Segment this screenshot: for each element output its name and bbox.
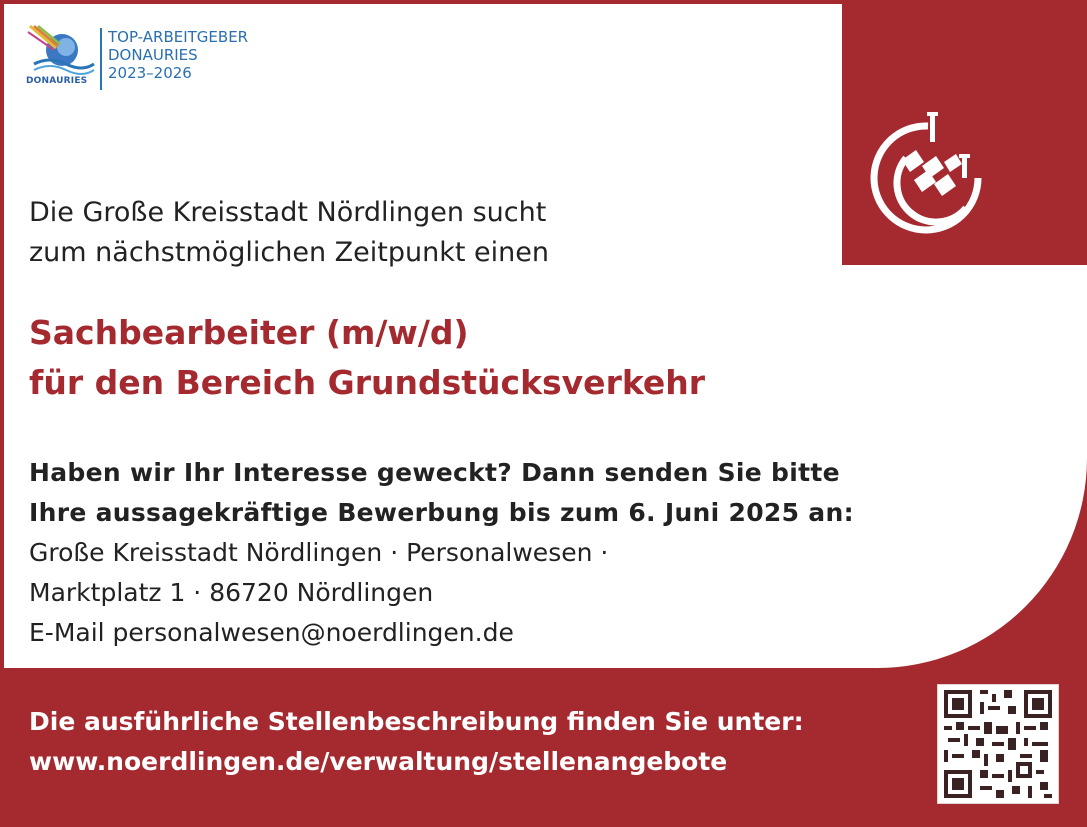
apply-address-line-2: Marktplatz 1 · 86720 Nördlingen [29,578,434,607]
qr-code [937,684,1059,804]
job-title-line-2: für den Bereich Grundstücksverkehr [29,363,706,402]
award-line-1: TOP-ARBEITGEBER [108,28,249,46]
application-info [29,453,854,653]
apply-line-1: Haben wir Ihr Interesse geweckt? Dann senden Sie bitte [29,458,840,487]
intro-line-1: Die Große Kreisstadt Nördlingen sucht [29,197,547,228]
award-text [108,28,248,82]
award-line-3: 2023–2026 [108,64,192,82]
footer-text [29,702,804,782]
badge-divider [100,28,102,90]
donauries-brand-text: DONAURIES [26,76,88,86]
noerdlingen-city-logo-icon [866,104,986,234]
donauries-logo-icon [26,24,96,80]
apply-address-line-1: Große Kreisstadt Nördlingen · Personalwesen · [29,538,609,567]
award-line-2: DONAURIES [108,46,198,64]
qr-code-icon [944,690,1052,798]
intro-line-2: zum nächstmöglichen Zeitpunkt einen [29,237,549,268]
footer-url: www.noerdlingen.de/verwaltung/stellenangebote [29,747,728,776]
apply-email: E-Mail personalwesen@noerdlingen.de [29,618,514,647]
top-employer-badge [26,24,276,94]
apply-line-2: Ihre aussagekräftige Bewerbung bis zum 6. Juni 2025 an: [29,498,854,527]
job-title [29,308,705,408]
footer-line-1: Die ausführliche Stellenbeschreibung finden Sie unter: [29,707,804,736]
job-title-line-1: Sachbearbeiter (m/w/d) [29,313,469,352]
intro-text [29,193,549,273]
